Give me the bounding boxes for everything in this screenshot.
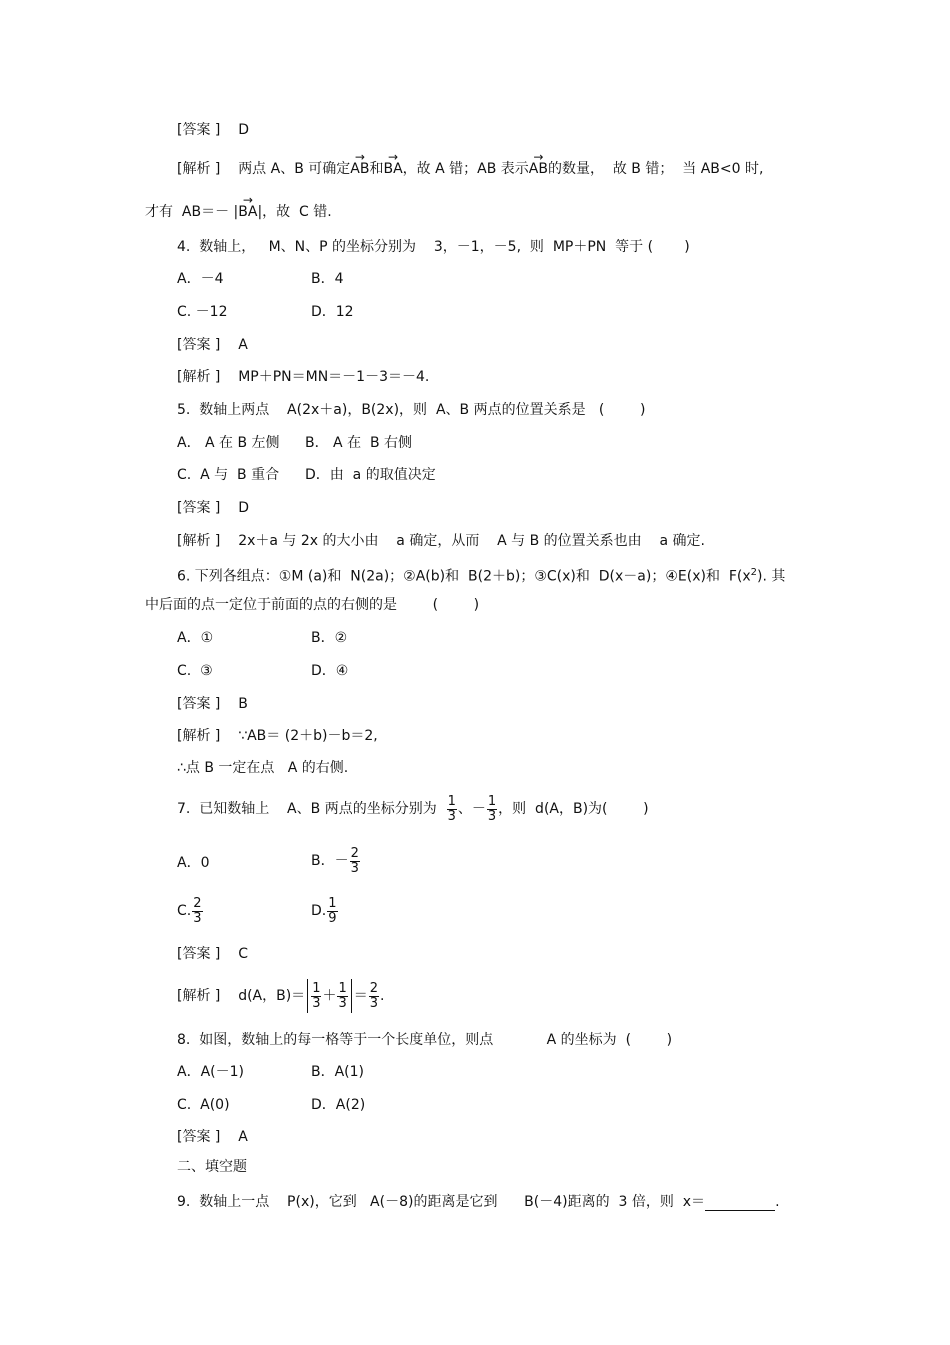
- option-text: C.: [177, 903, 192, 919]
- analysis-text: 2x＋a 与 2x 的大小由 a 确定，从而 A 与 B 的位置关系也由 a 确定.: [238, 533, 705, 549]
- q5-option-d: D．由 a 的取值决定: [305, 467, 436, 483]
- analysis-text: ，故 A 错；AB 表示: [402, 161, 529, 177]
- abs-bar-left: [307, 979, 308, 1013]
- answer-tag: [答案 ]: [177, 337, 221, 353]
- analysis-text: 的数量， 故 B 错； 当 AB<0 时,: [547, 161, 764, 177]
- stem-text: ，则 d(A，B)为( ): [498, 801, 649, 817]
- stem-text: 、－: [457, 801, 486, 817]
- q4-option-c: C. －12: [177, 304, 228, 320]
- q3-answer-line: [177, 121, 249, 139]
- q3-analysis-line: [177, 160, 763, 178]
- q4-stem: 4. 数轴上， M、N、P 的坐标分别为 3，－1，－5, 则 MP＋PN 等于 ( ): [177, 239, 690, 255]
- fraction: $\frac{2}{3}$: [350, 845, 359, 876]
- fraction: $\frac{1}{3}$: [312, 980, 321, 1011]
- analysis-text: |，故 C 错.: [257, 204, 332, 220]
- q8-option-b: B．A(1): [311, 1064, 365, 1080]
- q5-option-c: C. A 与 B 重合: [177, 467, 280, 483]
- analysis-text: 和: [369, 161, 384, 177]
- vector-ba: → BA: [238, 203, 257, 221]
- analysis-tag: [解析 ]: [177, 728, 221, 744]
- q5-stem: 5. 数轴上两点 A(2x＋a)，B(2x)，则 A、B 两点的位置关系是 ( ): [177, 402, 646, 418]
- analysis-tag: [解析 ]: [177, 988, 221, 1004]
- answer-tag: [答案 ]: [177, 1129, 221, 1145]
- q4-analysis-line: [177, 368, 429, 386]
- q9-stem: [177, 1193, 780, 1211]
- fraction: $\frac{1}{3}$: [487, 793, 497, 824]
- q5-option-b: B． A 在 B 右侧: [305, 435, 413, 451]
- analysis-tag: [解析 ]: [177, 533, 221, 549]
- answer-tag: [答案 ]: [177, 946, 221, 962]
- q8-option-d: D．A(2): [311, 1097, 366, 1113]
- superscript: 2: [750, 567, 758, 578]
- q8-stem: 8. 如图，数轴上的每一格等于一个长度单位，则点 A 的坐标为 ( ): [177, 1032, 673, 1048]
- stem-text: ). 其: [757, 568, 786, 585]
- analysis-text: d(A，B)＝: [238, 988, 306, 1004]
- q6-option-a: A．①: [177, 630, 214, 646]
- q8-option-c: C. A(0): [177, 1097, 230, 1113]
- q7-option-a: A．0: [177, 855, 210, 871]
- q7-analysis-line: [177, 978, 384, 1014]
- vector-ab: → AB: [350, 160, 369, 178]
- section-title: 二、填空题: [177, 1159, 247, 1175]
- q6-stem-cont: 中后面的点一定位于前面的点的右侧的是 ( ): [145, 597, 480, 613]
- q4-option-b: B．4: [311, 271, 344, 287]
- answer-value: C: [238, 946, 248, 962]
- analysis-tag: [解析 ]: [177, 369, 221, 385]
- analysis-text: ∵AB＝ (2＋b)－b＝2,: [238, 728, 378, 744]
- q5-answer-line: [177, 499, 249, 517]
- fraction: $\frac{2}{3}$: [193, 895, 202, 926]
- fraction: $\frac{1}{3}$: [447, 793, 456, 824]
- vector-ba: → BA: [383, 160, 402, 178]
- analysis-text: MP＋PN＝MN＝－1－3＝－4.: [238, 369, 430, 385]
- q6-answer-line: [177, 695, 248, 713]
- answer-tag: [答案 ]: [177, 696, 221, 712]
- stem-text: 6. 下列各组点：①M (a)和 N(2a)；②A(b)和 B(2＋b)；③C(x)和 D(x－a)；④E(x)和 F(x: [177, 568, 751, 585]
- q6-stem: [177, 564, 785, 586]
- stem-text: 7. 已知数轴上 A、B 两点的坐标分别为: [177, 801, 446, 817]
- stem-text: 9. 数轴上一点 P(x)，它到 A(－8)的距离是它到 B(－4)距离的 3 倍，则 x＝: [177, 1194, 706, 1210]
- answer-tag: [答案 ]: [177, 500, 221, 516]
- answer-value: A: [238, 1129, 248, 1145]
- abs-bar-right: [351, 979, 352, 1013]
- fraction: $\frac{1}{3}$: [338, 980, 347, 1011]
- q7-option-d: [311, 894, 339, 928]
- answer-value: A: [238, 337, 248, 353]
- q6-option-d: D．④: [311, 663, 349, 679]
- answer-blank[interactable]: [705, 1196, 775, 1211]
- q4-option-d: D．12: [311, 304, 354, 320]
- q8-option-a: A．A(－1): [177, 1064, 244, 1080]
- analysis-text: .: [380, 988, 385, 1004]
- q7-answer-line: [177, 945, 248, 963]
- vector-ab: → AB: [529, 160, 548, 178]
- answer-value: D: [238, 122, 249, 138]
- stem-text: .: [775, 1194, 780, 1210]
- analysis-text: ＋: [322, 988, 337, 1004]
- q6-option-c: C. ③: [177, 663, 213, 679]
- fraction: $\frac{1}{9}$: [328, 895, 337, 926]
- analysis-tag: [解析 ]: [177, 161, 221, 177]
- q4-answer-line: [177, 336, 248, 354]
- q6-option-b: B．②: [311, 630, 348, 646]
- option-text: B．－: [311, 853, 349, 869]
- answer-value: B: [238, 696, 248, 712]
- q3-analysis-cont: [145, 203, 332, 221]
- q8-answer-line: [177, 1128, 248, 1146]
- q5-analysis-line: [177, 532, 705, 550]
- q6-conclusion: ∴点 B 一定在点 A 的右侧.: [177, 760, 349, 776]
- q7-stem: [177, 791, 649, 827]
- analysis-text: ＝: [353, 988, 368, 1004]
- q5-option-a: A． A 在 B 左侧: [177, 435, 280, 451]
- q7-option-b: [311, 844, 361, 878]
- answer-tag: [答案 ]: [177, 122, 221, 138]
- analysis-text: 两点 A、B 可确定: [238, 161, 351, 177]
- analysis-text: 才有 AB＝－ |: [145, 204, 239, 220]
- q4-option-a: A．－4: [177, 271, 224, 287]
- fraction: $\frac{2}{3}$: [369, 980, 379, 1011]
- answer-value: D: [238, 500, 249, 516]
- option-text: D.: [311, 903, 327, 919]
- q7-option-c: [177, 894, 204, 928]
- q6-analysis-line: [177, 727, 378, 745]
